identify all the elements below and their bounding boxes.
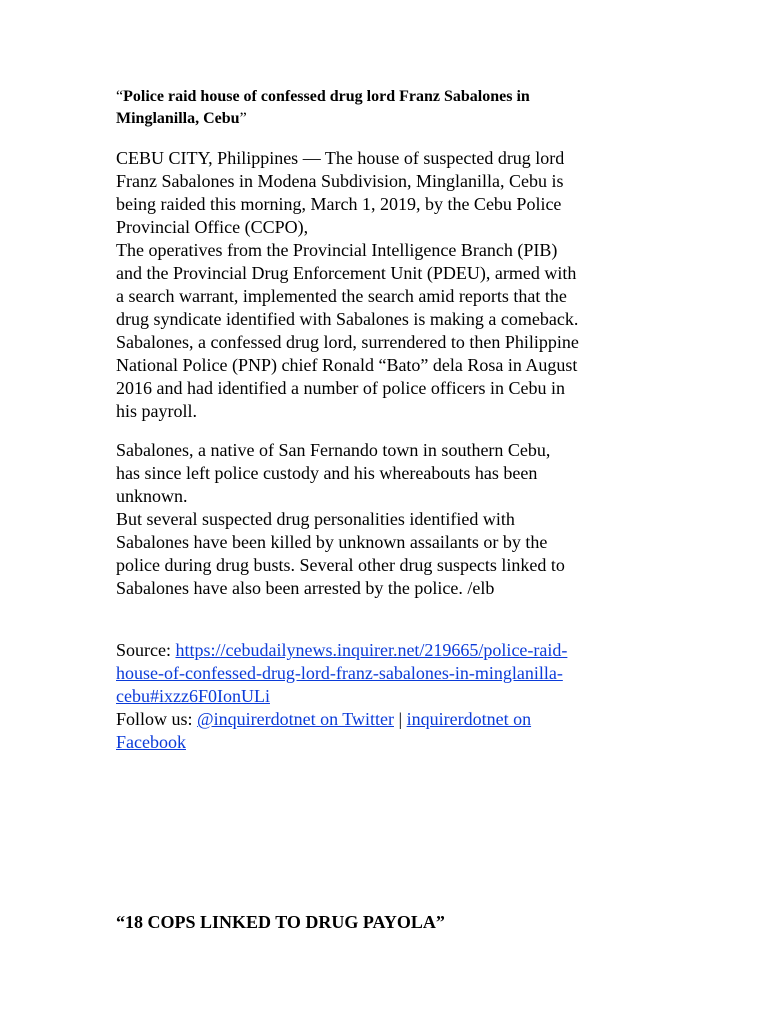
headline-text-line2: Minglanilla, Cebu xyxy=(116,110,240,127)
paragraph-line: Sabalones have been killed by unknown assailants or by the xyxy=(116,532,548,552)
paragraph-line: National Police (PNP) chief Ronald “Bato” dela Rosa in August xyxy=(116,355,578,375)
paragraph-line: unknown. xyxy=(116,486,188,506)
second-headline-text: “18 COPS LINKED TO DRUG PAYOLA” xyxy=(116,912,445,932)
source-url-link[interactable]: https://cebudailynews.inquirer.net/219665/police-raid- xyxy=(175,640,568,660)
paragraph-line: being raided this morning, March 1, 2019, by the Cebu Police xyxy=(116,194,562,214)
follow-label: Follow us: xyxy=(116,709,198,729)
paragraph-line: police during drug busts. Several other drug suspects linked to xyxy=(116,555,565,575)
source-url-link-cont[interactable]: house-of-confessed-drug-lord-franz-sabalones-in-minglanilla- xyxy=(116,663,563,683)
paragraph-line: CEBU CITY, Philippines — The house of suspected drug lord xyxy=(116,148,565,168)
link-separator: | xyxy=(393,709,407,729)
source-line xyxy=(116,639,676,662)
facebook-link[interactable]: inquirerdotnet on xyxy=(406,709,532,729)
headline-open-quote: “ xyxy=(116,88,124,105)
paragraph-line: Provincial Office (CCPO), xyxy=(116,217,309,237)
second-article-headline xyxy=(116,910,676,934)
paragraph-line: a search warrant, implemented the search amid reports that the xyxy=(116,286,567,306)
twitter-link[interactable]: @inquirerdotnet on Twitter xyxy=(197,709,394,729)
paragraph-line: Sabalones, a confessed drug lord, surrendered to then Philippine xyxy=(116,332,579,352)
article-paragraph-1 xyxy=(116,147,676,423)
follow-line xyxy=(116,731,676,754)
source-line xyxy=(116,662,676,685)
headline-text-line1: Police raid house of confessed drug lord Franz Sabalones in xyxy=(123,88,530,105)
source-block xyxy=(116,639,676,754)
article-paragraph-2 xyxy=(116,439,676,600)
paragraph-line: The operatives from the Provincial Intelligence Branch (PIB) xyxy=(116,240,558,260)
source-label: Source: xyxy=(116,640,176,660)
paragraph-line: Sabalones have also been arrested by the police. /elb xyxy=(116,578,495,598)
paragraph-line: Franz Sabalones in Modena Subdivision, Minglanilla, Cebu is xyxy=(116,171,564,191)
article-headline xyxy=(116,86,676,130)
source-url-link-end[interactable]: cebu#ixzz6F0IonULi xyxy=(116,686,270,706)
headline-close-quote: ” xyxy=(239,110,247,127)
paragraph-line: 2016 and had identified a number of police officers in Cebu in xyxy=(116,378,566,398)
follow-line xyxy=(116,708,676,731)
paragraph-line: But several suspected drug personalities identified with xyxy=(116,509,515,529)
paragraph-line: has since left police custody and his whereabouts has been xyxy=(116,463,538,483)
source-line xyxy=(116,685,676,708)
facebook-link-cont[interactable]: Facebook xyxy=(116,732,186,752)
paragraph-line: and the Provincial Drug Enforcement Unit (PDEU), armed with xyxy=(116,263,577,283)
paragraph-line: Sabalones, a native of San Fernando town in southern Cebu, xyxy=(116,440,551,460)
paragraph-line: his payroll. xyxy=(116,401,197,421)
paragraph-line: drug syndicate identified with Sabalones is making a comeback. xyxy=(116,309,579,329)
